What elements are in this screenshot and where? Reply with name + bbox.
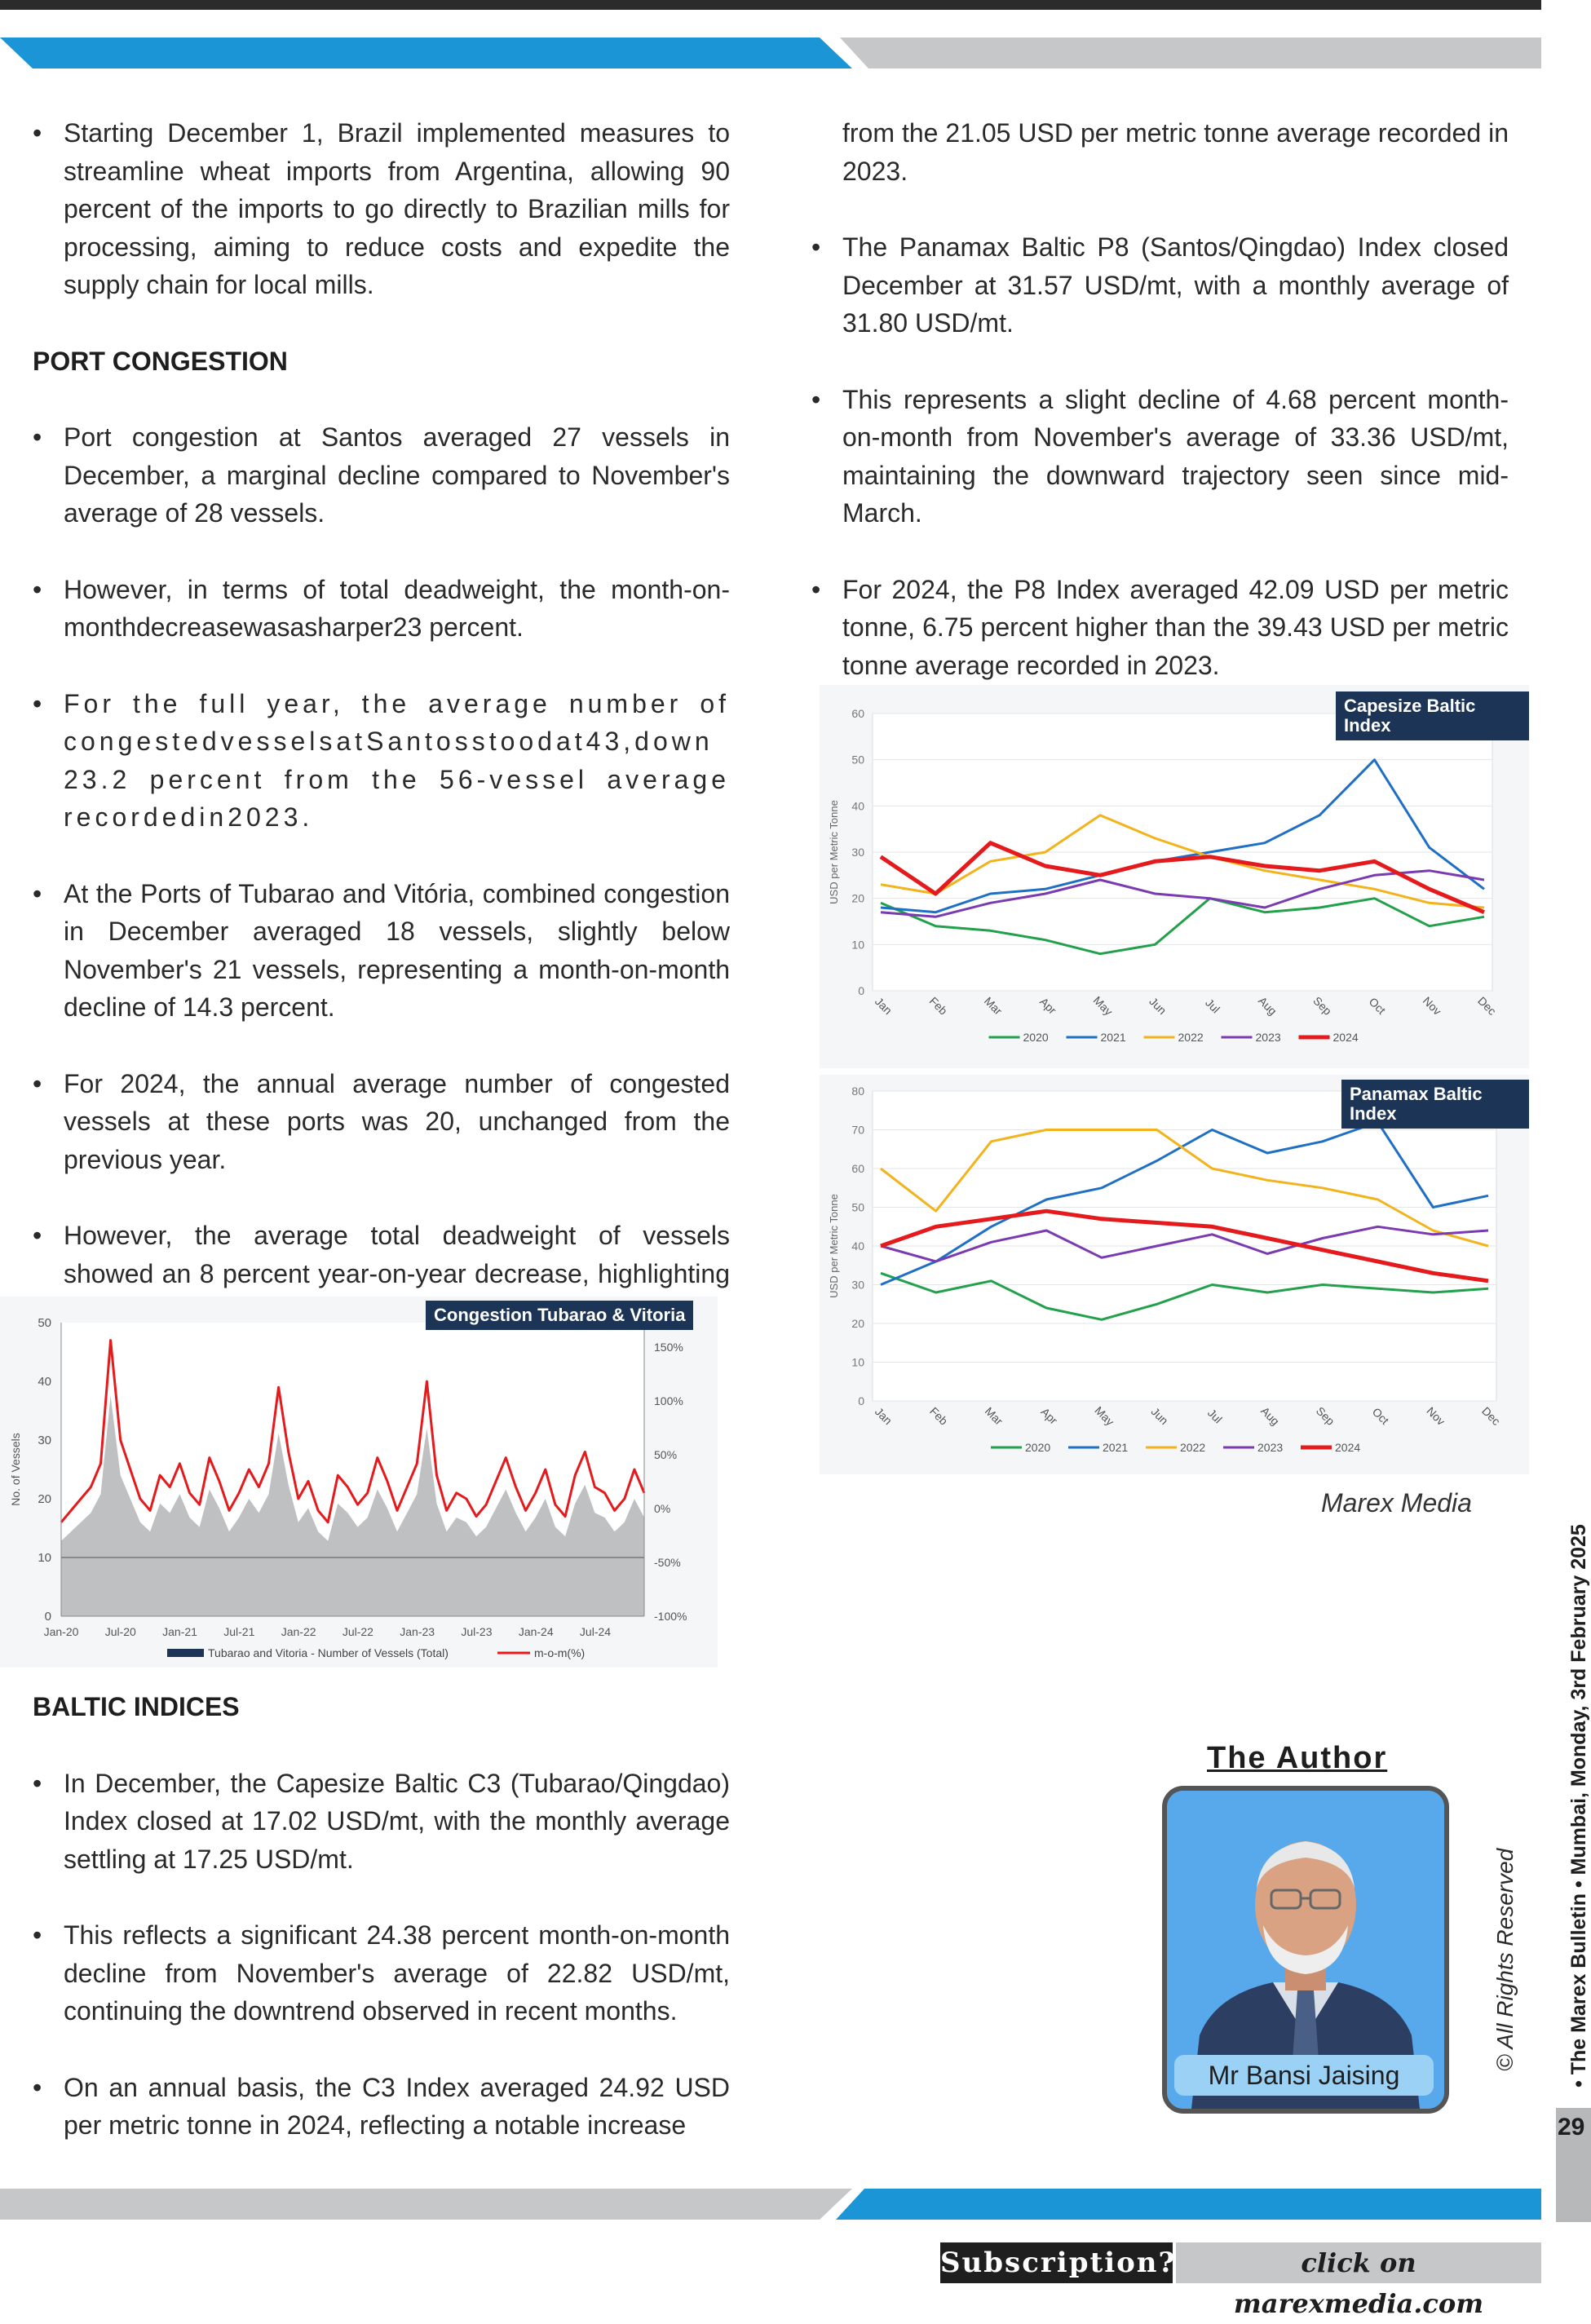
- y-axis-label: USD per Metric Tonne: [828, 800, 840, 904]
- y2-tick-label: 50%: [654, 1448, 678, 1461]
- subscription-link[interactable]: click on marexmedia.com: [1176, 2242, 1541, 2283]
- x-tick-label: Sep: [1313, 1403, 1337, 1428]
- legend-label-mom: m-o-m(%): [534, 1646, 586, 1659]
- baltic-bullet-2: • This reflects a significant 24.38 percent month-on-month decline from November's average of 22.82 USD/mt, continuing the downtrend observed in recent months.: [33, 1916, 730, 2030]
- baltic-bullet-1: • In December, the Capesize Baltic C3 (Tubarao/Qingdao) Index closed at 17.02 USD/mt, with the monthly average settling at 17.25 USD/mt.: [33, 1765, 730, 1879]
- wheat-import-bullet: • Starting December 1, Brazil implemented measures to streamline wheat imports from Argentina, allowing 90 percent of the imports to go directly to Brazilian mills for processing, aiming to reduce costs and expedite the supply chain for local mills.: [33, 114, 730, 304]
- header-band-blue: [0, 38, 852, 68]
- y2-tick-label: 100%: [654, 1394, 683, 1407]
- y-tick-label: 40: [851, 1239, 864, 1253]
- x-tick-label: Nov: [1420, 994, 1444, 1018]
- congestion-chart-title: Congestion Tubarao & Vitoria: [426, 1301, 693, 1330]
- x-tick-label: Jul-23: [461, 1625, 493, 1638]
- port-bullet-1: • Port congestion at Santos averaged 27 vessels in December, a marginal decline compared to November's average of 28 vessels.: [33, 418, 730, 532]
- y-tick-label: 80: [851, 1085, 864, 1098]
- x-tick-label: Jul: [1204, 1406, 1225, 1426]
- y-tick-label: 0: [858, 984, 864, 997]
- y-tick-label: 40: [851, 799, 864, 813]
- x-tick-label: Jan-22: [281, 1625, 316, 1638]
- capesize-chart-svg: [820, 685, 1529, 1068]
- y-tick-label: 30: [38, 1434, 51, 1447]
- x-tick-label: Jul-24: [579, 1625, 612, 1638]
- port-bullet-5: • For 2024, the annual average number of congested vessels at these ports was 20, unchanged from the previous year.: [33, 1065, 730, 1179]
- legend-label-2020: 2020: [1023, 1031, 1049, 1044]
- legend-label-2023: 2023: [1257, 1441, 1284, 1454]
- port-congestion-heading: PORT CONGESTION: [33, 346, 288, 376]
- p8-bullet-2: • This represents a slight decline of 4.68 percent month-on-month from November's average of 33.36 USD/mt, maintaining the downward trajectory seen since mid-March.: [811, 381, 1509, 532]
- bulletin-dateline: • The Marex Bulletin • Mumbai, Monday, 3rd February 2025: [1567, 1524, 1590, 2088]
- x-tick-label: Apr: [1036, 995, 1059, 1017]
- port-bullet-4: • At the Ports of Tubarao and Vitória, combined congestion in December averaged 18 vessels, slightly below November's 21 vessels, representing a month-on-month decline of 14.3 percent.: [33, 875, 730, 1027]
- panamax-chart: [820, 1075, 1529, 1474]
- subscription-label: Subscription?: [940, 2242, 1173, 2283]
- y-tick-label: 60: [851, 707, 864, 720]
- legend-label-total: Tubarao and Vitoria - Number of Vessels (Total): [208, 1646, 449, 1659]
- legend-label-2020: 2020: [1025, 1441, 1051, 1454]
- legend-label-2021: 2021: [1100, 1031, 1126, 1044]
- x-tick-label: Jan-20: [43, 1625, 79, 1638]
- p8-bullet-3: • For 2024, the P8 Index averaged 42.09 USD per metric tonne, 6.75 percent higher than the 39.43 USD per metric tonne average recorded in 2023.: [811, 571, 1509, 685]
- y-tick-label: 20: [38, 1492, 51, 1506]
- x-tick-label: Dec: [1479, 1404, 1503, 1428]
- x-tick-label: Jul-21: [223, 1625, 255, 1638]
- y-tick-label: 30: [851, 846, 864, 859]
- congestion-chart: [0, 1297, 718, 1668]
- footer-band-grey: [0, 2189, 852, 2220]
- port-bullet-2: • However, in terms of total deadweight, the month-on-monthdecreasewasasharper23 percent.: [33, 571, 730, 647]
- y-tick-label: 10: [38, 1551, 51, 1565]
- port-bullet-6: • However, the average total deadweight of vessels showed an 8 percent year-on-year decrease, highlighting: [33, 1217, 730, 1331]
- legend-label-2024: 2024: [1332, 1031, 1359, 1044]
- congestion-chart-svg: [0, 1297, 718, 1668]
- header-band-grey: [840, 38, 1541, 68]
- capesize-chart: [820, 685, 1529, 1068]
- y-axis-label: USD per Metric Tonne: [828, 1194, 840, 1298]
- y-tick-label: 10: [851, 1355, 864, 1369]
- x-tick-label: Jul-22: [342, 1625, 373, 1638]
- p8-bullet-1: • The Panamax Baltic P8 (Santos/Qingdao) Index closed December at 31.57 USD/mt, with a monthly average of 31.80 USD/mt.: [811, 228, 1509, 342]
- right-column: [811, 114, 1509, 722]
- author-heading: The Author: [1207, 1741, 1388, 1775]
- legend-label-2022: 2022: [1178, 1031, 1204, 1044]
- y2-tick-label: -50%: [654, 1556, 681, 1569]
- x-tick-label: May: [1092, 1403, 1117, 1429]
- x-tick-label: Jan: [872, 994, 895, 1018]
- legend-label-2022: 2022: [1180, 1441, 1206, 1454]
- y-tick-label: 0: [44, 1610, 51, 1624]
- x-tick-label: Oct: [1369, 1405, 1392, 1427]
- y2-tick-label: -100%: [654, 1610, 687, 1623]
- x-tick-label: May: [1090, 993, 1116, 1018]
- legend-label-2021: 2021: [1103, 1441, 1129, 1454]
- x-tick-label: Feb: [926, 994, 950, 1018]
- x-tick-label: Jul: [1203, 996, 1223, 1016]
- y-tick-label: 0: [858, 1394, 864, 1407]
- x-tick-label: Jun: [1147, 994, 1169, 1018]
- y-tick-label: 40: [38, 1375, 51, 1389]
- x-tick-label: Jul-20: [104, 1625, 136, 1638]
- y2-tick-label: 0%: [654, 1502, 671, 1515]
- legend-label-2023: 2023: [1255, 1031, 1281, 1044]
- y-tick-label: 30: [851, 1278, 864, 1292]
- c3-continuation: from the 21.05 USD per metric tonne average recorded in 2023.: [842, 118, 1509, 186]
- y-tick-label: 10: [851, 938, 864, 952]
- x-tick-label: Mar: [982, 1404, 1006, 1428]
- x-tick-label: Feb: [927, 1404, 951, 1428]
- credit-line: Marex Media: [1321, 1488, 1472, 1518]
- panamax-chart-title: Panamax Baltic Index: [1341, 1080, 1529, 1129]
- x-tick-label: Aug: [1258, 1403, 1283, 1428]
- y-axis-label: No. of Vessels: [9, 1433, 22, 1506]
- y-tick-label: 50: [851, 753, 864, 767]
- x-tick-label: Jan-23: [400, 1625, 435, 1638]
- x-tick-label: Jan: [872, 1404, 895, 1428]
- x-tick-label: Jun: [1148, 1404, 1171, 1428]
- legend-label-2024: 2024: [1335, 1441, 1361, 1454]
- legend-swatch-total: [167, 1649, 204, 1657]
- baltic-bullet-3: • On an annual basis, the C3 Index averaged 24.92 USD per metric tonne in 2024, reflecting a notable increase: [33, 2069, 730, 2145]
- x-tick-label: Jan-24: [518, 1625, 554, 1638]
- x-tick-label: Oct: [1366, 995, 1389, 1017]
- y-tick-label: 60: [851, 1162, 864, 1175]
- y-tick-label: 20: [851, 1317, 864, 1330]
- port-bullet-3: • For the full year, the average number of congestedvesselsatSantosstoodat43,down 23.2 percent from the 56-vessel average recordedin2023.: [33, 685, 730, 837]
- y-tick-label: 50: [851, 1200, 864, 1214]
- panamax-chart-svg: [820, 1075, 1529, 1474]
- x-tick-label: Jan-21: [162, 1625, 197, 1638]
- footer-band-blue: [836, 2189, 1541, 2220]
- capesize-chart-title: Capesize Baltic Index: [1336, 691, 1529, 740]
- baltic-indices-heading: BALTIC INDICES: [33, 1692, 240, 1721]
- x-tick-label: Dec: [1475, 994, 1499, 1018]
- x-tick-label: Mar: [981, 994, 1005, 1018]
- top-rule: [0, 0, 1541, 10]
- x-tick-label: Nov: [1424, 1404, 1448, 1428]
- y-tick-label: 70: [851, 1123, 864, 1137]
- y-tick-label: 20: [851, 891, 864, 905]
- rights-reserved: © All Rights Reserved: [1492, 1848, 1518, 2071]
- left-column-bottom: [33, 1688, 730, 2183]
- x-tick-label: Sep: [1310, 993, 1335, 1018]
- left-column: [33, 114, 730, 1369]
- x-tick-label: Apr: [1038, 1405, 1061, 1427]
- author-name: Mr Bansi Jaising: [1174, 2055, 1434, 2096]
- x-tick-label: Aug: [1255, 993, 1279, 1018]
- y-tick-label: 50: [38, 1316, 51, 1330]
- page-number: 29: [1558, 2114, 1585, 2141]
- y2-tick-label: 150%: [654, 1341, 683, 1354]
